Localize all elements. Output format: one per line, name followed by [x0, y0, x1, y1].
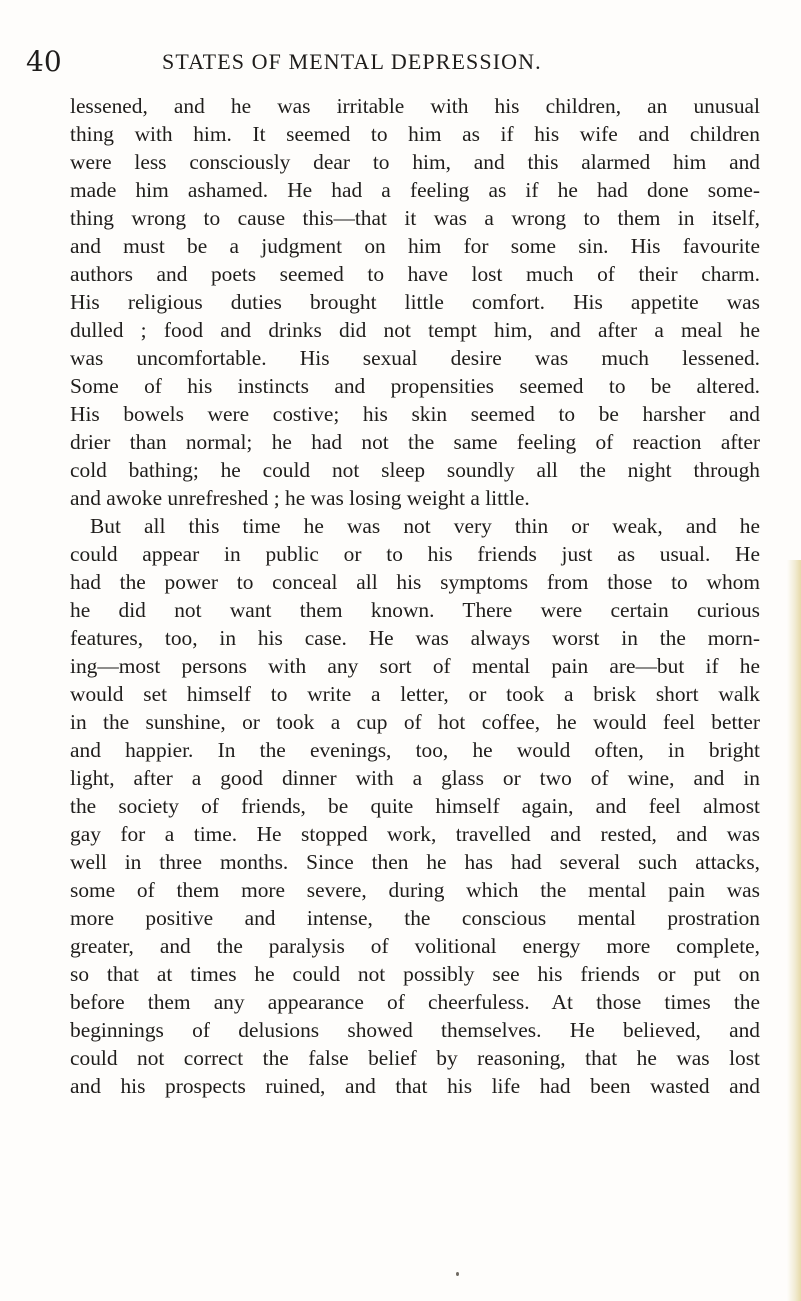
text-line: light, after a good dinner with a glass or two of wine, and in [70, 766, 760, 790]
text-line: thing with him. It seemed to him as if his wife and children [70, 122, 760, 146]
text-line: some of them more severe, during which the mental pain was [70, 878, 760, 902]
text-line: ing—most persons with any sort of mental pain are—but if he [70, 654, 760, 678]
text-line: thing wrong to cause this—that it was a wrong to them in itself, [70, 206, 760, 230]
text-line: could appear in public or to his friends just as usual. He [70, 542, 760, 566]
text-line: His religious duties brought little comfort. His appetite was [70, 290, 760, 314]
text-line: were less consciously dear to him, and this alarmed him and [70, 150, 760, 174]
text-line: greater, and the paralysis of volitional energy more complete, [70, 934, 760, 958]
text-line: before them any appearance of cheerfuless. At those times the [70, 990, 760, 1014]
text-line: and happier. In the evenings, too, he would often, in bright [70, 738, 760, 762]
text-line: lessened, and he was irritable with his children, an unusual [70, 94, 760, 118]
text-line: well in three months. Since then he has had several such attacks, [70, 850, 760, 874]
text-line: dulled ; food and drinks did not tempt him, and after a meal he [70, 318, 760, 342]
text-line: gay for a time. He stopped work, travelled and rested, and was [70, 822, 760, 846]
page-edge-discoloration [787, 560, 801, 1301]
text-line: and awoke unrefreshed ; he was losing weight a little. [70, 486, 530, 510]
text-line: was uncomfortable. His sexual desire was much lessened. [70, 346, 760, 370]
text-line: would set himself to write a letter, or took a brisk short walk [70, 682, 760, 706]
text-line: drier than normal; he had not the same feeling of reaction after [70, 430, 760, 454]
running-title: STATES OF MENTAL DEPRESSION. [162, 49, 542, 74]
text-line: features, too, in his case. He was always worst in the morn- [70, 626, 760, 650]
text-line: His bowels were costive; his skin seemed to be harsher and [70, 402, 760, 426]
text-line: Some of his instincts and propensities seemed to be altered. [70, 374, 760, 398]
text-line: in the sunshine, or took a cup of hot coffee, he would feel better [70, 710, 760, 734]
text-line: had the power to conceal all his symptoms from those to whom [70, 570, 760, 594]
text-line: so that at times he could not possibly see his friends or put on [70, 962, 760, 986]
text-line: beginnings of delusions showed themselves. He believed, and [70, 1018, 760, 1042]
paper-speck [456, 1272, 459, 1276]
text-line: could not correct the false belief by reasoning, that he was lost [70, 1046, 760, 1070]
text-line: made him ashamed. He had a feeling as if he had done some- [70, 178, 760, 202]
text-line: more positive and intense, the conscious mental prostration [70, 906, 760, 930]
body-text [70, 92, 760, 1100]
text-line: cold bathing; he could not sleep soundly all the night through [70, 458, 760, 482]
text-line: authors and poets seemed to have lost much of their charm. [70, 262, 760, 286]
page-number: 40 [26, 45, 62, 78]
running-head [26, 44, 746, 80]
text-line: and must be a judgment on him for some sin. His favourite [70, 234, 760, 258]
text-line: and his prospects ruined, and that his life had been wasted and [70, 1074, 760, 1098]
text-line: he did not want them known. There were certain curious [70, 598, 760, 622]
text-line: the society of friends, be quite himself again, and feel almost [70, 794, 760, 818]
text-line: But all this time he was not very thin or weak, and he [90, 514, 760, 538]
